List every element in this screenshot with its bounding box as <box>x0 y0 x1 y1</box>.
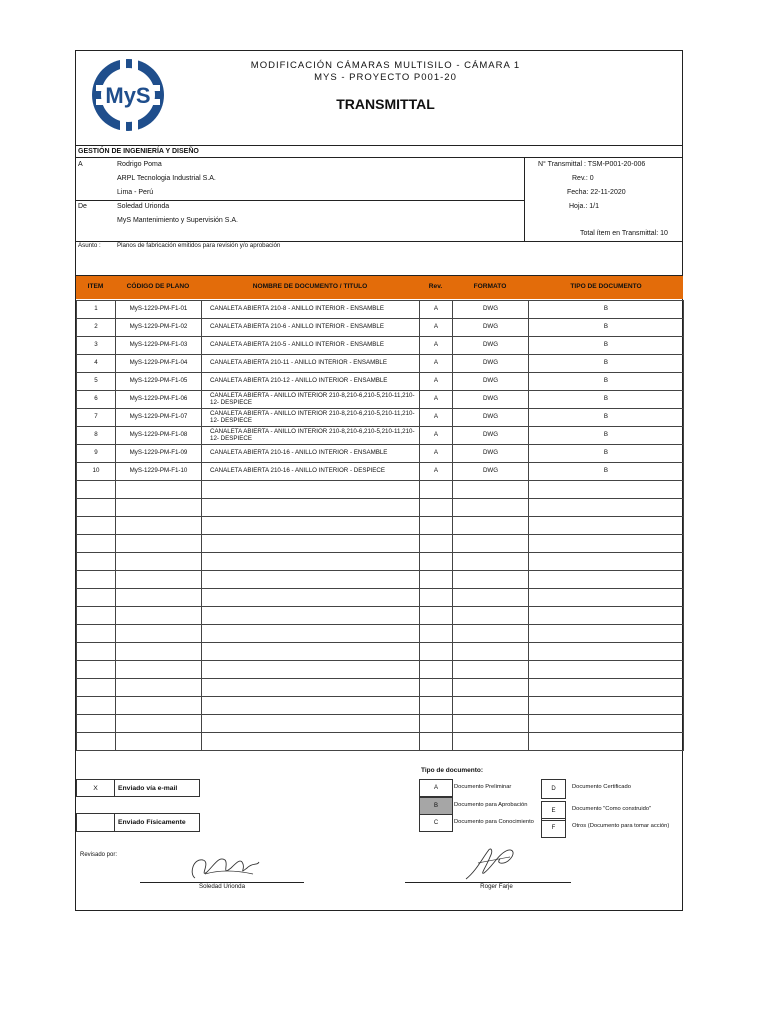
cell-code: MyS-1229-PM-F1-08 <box>116 427 202 445</box>
cell-code <box>116 589 202 607</box>
table-row <box>77 301 684 319</box>
table-row <box>77 355 684 373</box>
doc-type-code-b: B <box>419 797 453 815</box>
cell-name <box>202 733 420 751</box>
cell-type: B <box>529 355 684 373</box>
cell-type: B <box>529 373 684 391</box>
cell-rev <box>420 499 453 517</box>
cell-item <box>77 553 116 571</box>
cell-code <box>116 679 202 697</box>
cell-rev <box>420 607 453 625</box>
cell-name <box>202 535 420 553</box>
cell-format <box>453 661 529 679</box>
col-rev: Rev. <box>428 283 443 291</box>
cell-format: DWG <box>453 301 529 319</box>
cell-format <box>453 589 529 607</box>
from-name: Soledad Urionda <box>117 203 170 210</box>
cell-item: 6 <box>77 391 116 409</box>
cell-name <box>202 571 420 589</box>
cell-code <box>116 643 202 661</box>
cell-name <box>202 661 420 679</box>
signer2-name: Roger Farje <box>480 883 513 890</box>
cell-code <box>116 697 202 715</box>
table-row <box>77 337 684 355</box>
table-row <box>77 445 684 463</box>
cell-item <box>77 715 116 733</box>
cell-format: DWG <box>453 373 529 391</box>
cell-name <box>202 553 420 571</box>
email-mark: X <box>93 784 98 792</box>
cell-name <box>202 607 420 625</box>
doc-type-code-d: D <box>541 779 566 799</box>
doc-type-label-e: Documento "Como construido" <box>572 806 652 812</box>
table-row <box>77 553 684 571</box>
cell-name: CANALETA ABIERTA - ANILLO INTERIOR 210-8,210-6,210-5,210-11,210-12- DESPIECE <box>202 391 420 409</box>
table-row <box>77 535 684 553</box>
table-row <box>77 427 684 445</box>
cell-rev: A <box>420 301 453 319</box>
signature-farje <box>462 845 522 883</box>
cell-code <box>116 607 202 625</box>
col-name: NOMBRE DE DOCUMENTO / TITULO <box>252 283 368 291</box>
cell-format <box>453 535 529 553</box>
cell-code: MyS-1229-PM-F1-05 <box>116 373 202 391</box>
doc-type-code-f: F <box>541 818 566 838</box>
cell-type: B <box>529 337 684 355</box>
cell-code: MyS-1229-PM-F1-09 <box>116 445 202 463</box>
physical-check[interactable] <box>76 813 115 832</box>
doc-type-code-a: A <box>419 779 453 797</box>
document-title: TRANSMITTAL <box>336 96 435 112</box>
cell-item <box>77 535 116 553</box>
table-row <box>77 607 684 625</box>
table-row <box>77 319 684 337</box>
section-title: GESTIÓN DE INGENIERÍA Y DISEÑO <box>78 148 199 155</box>
revision: Rev.: 0 <box>572 175 594 182</box>
doc-type-label-f: Otros (Documento para tomar acción) <box>572 823 670 829</box>
doc-type-code-e: E <box>541 801 566 821</box>
cell-format <box>453 499 529 517</box>
cell-format: DWG <box>453 355 529 373</box>
cell-format <box>453 679 529 697</box>
document-table <box>76 300 684 751</box>
cell-code <box>116 499 202 517</box>
sheet-number: Hoja.: 1/1 <box>569 203 599 210</box>
cell-type <box>529 589 684 607</box>
cell-format: DWG <box>453 391 529 409</box>
cell-type <box>529 571 684 589</box>
cell-rev <box>420 625 453 643</box>
table-row <box>77 373 684 391</box>
cell-item <box>77 733 116 751</box>
cell-name <box>202 589 420 607</box>
cell-code <box>116 733 202 751</box>
cell-rev: A <box>420 319 453 337</box>
table-row <box>77 643 684 661</box>
cell-name: CANALETA ABIERTA 210-16 - ANILLO INTERIOR - DESPIECE <box>202 463 420 481</box>
cell-rev <box>420 679 453 697</box>
cell-name <box>202 715 420 733</box>
cell-format: DWG <box>453 427 529 445</box>
cell-type: B <box>529 301 684 319</box>
from-company: MyS Mantenimiento y Supervisión S.A. <box>117 217 238 224</box>
cell-name <box>202 481 420 499</box>
cell-name: CANALETA ABIERTA 210-11 - ANILLO INTERIOR - ENSAMBLE <box>202 355 420 373</box>
cell-type <box>529 661 684 679</box>
cell-item <box>77 661 116 679</box>
cell-format <box>453 733 529 751</box>
cell-format: DWG <box>453 463 529 481</box>
cell-item: 3 <box>77 337 116 355</box>
cell-code: MyS-1229-PM-F1-04 <box>116 355 202 373</box>
doc-type-label-a: Documento Preliminar <box>454 784 512 790</box>
cell-format <box>453 571 529 589</box>
cell-code <box>116 517 202 535</box>
doc-types-title: Tipo de documento: <box>421 767 483 774</box>
cell-type <box>529 481 684 499</box>
cell-type <box>529 607 684 625</box>
cell-rev <box>420 481 453 499</box>
cell-type <box>529 733 684 751</box>
date: Fecha: 22-11-2020 <box>567 189 626 196</box>
cell-name <box>202 499 420 517</box>
cell-code <box>116 553 202 571</box>
cell-code <box>116 625 202 643</box>
table-row <box>77 679 684 697</box>
cell-code: MyS-1229-PM-F1-10 <box>116 463 202 481</box>
to-label: A <box>78 161 83 168</box>
subject-text: Planos de fabricación emitidos para revisión y/o aprobación <box>117 242 281 249</box>
table-row <box>77 391 684 409</box>
col-item: ITEM <box>87 283 104 291</box>
cell-code <box>116 535 202 553</box>
cell-code <box>116 715 202 733</box>
cell-name <box>202 517 420 535</box>
cell-type: B <box>529 319 684 337</box>
cell-rev: A <box>420 373 453 391</box>
signature-urionda <box>185 850 265 882</box>
cell-format <box>453 715 529 733</box>
project-code: MYS - PROYECTO P001-20 <box>314 72 457 83</box>
cell-item: 4 <box>77 355 116 373</box>
doc-type-label-c: Documento para Conocimiento <box>454 819 534 825</box>
cell-type <box>529 697 684 715</box>
cell-item <box>77 499 116 517</box>
cell-item: 10 <box>77 463 116 481</box>
cell-format: DWG <box>453 445 529 463</box>
cell-code: MyS-1229-PM-F1-07 <box>116 409 202 427</box>
cell-type: B <box>529 427 684 445</box>
cell-rev <box>420 715 453 733</box>
cell-name: CANALETA ABIERTA 210-16 - ANILLO INTERIOR - ENSAMBLE <box>202 445 420 463</box>
cell-code: MyS-1229-PM-F1-02 <box>116 319 202 337</box>
cell-name: CANALETA ABIERTA 210-6 - ANILLO INTERIOR - ENSAMBLE <box>202 319 420 337</box>
cell-type <box>529 535 684 553</box>
doc-type-code-c: C <box>419 814 453 832</box>
table-row <box>77 571 684 589</box>
cell-format <box>453 625 529 643</box>
cell-rev <box>420 517 453 535</box>
cell-code: MyS-1229-PM-F1-06 <box>116 391 202 409</box>
table-row <box>77 661 684 679</box>
cell-format <box>453 607 529 625</box>
logo-text: MyS <box>105 83 151 108</box>
cell-rev <box>420 589 453 607</box>
table-row <box>77 481 684 499</box>
cell-name <box>202 643 420 661</box>
cell-item <box>77 643 116 661</box>
cell-name <box>202 625 420 643</box>
to-name: Rodrigo Poma <box>117 161 162 168</box>
cell-item <box>77 589 116 607</box>
cell-type <box>529 625 684 643</box>
cell-format <box>453 553 529 571</box>
cell-type <box>529 679 684 697</box>
cell-type: B <box>529 391 684 409</box>
table-row <box>77 517 684 535</box>
cell-rev: A <box>420 445 453 463</box>
cell-item: 8 <box>77 427 116 445</box>
to-city: Lima - Perú <box>117 189 154 196</box>
cell-name <box>202 679 420 697</box>
cell-item <box>77 571 116 589</box>
cell-format <box>453 517 529 535</box>
table-row <box>77 715 684 733</box>
transmittal-number: N° Transmittal : TSM-P001-20-006 <box>538 161 646 168</box>
cell-format <box>453 481 529 499</box>
table-row <box>77 589 684 607</box>
doc-type-label-b: Documento para Aprobación <box>454 802 528 808</box>
cell-rev: A <box>420 409 453 427</box>
col-format: FORMATO <box>473 283 507 291</box>
table-row <box>77 733 684 751</box>
cell-item <box>77 679 116 697</box>
project-title: MODIFICACIÓN CÁMARAS MULTISILO - CÁMARA 1 <box>250 60 521 71</box>
from-label: De <box>78 203 87 210</box>
cell-code: MyS-1229-PM-F1-01 <box>116 301 202 319</box>
cell-code: MyS-1229-PM-F1-03 <box>116 337 202 355</box>
cell-rev <box>420 571 453 589</box>
table-row <box>77 463 684 481</box>
cell-type <box>529 517 684 535</box>
table-row <box>77 499 684 517</box>
cell-name: CANALETA ABIERTA - ANILLO INTERIOR 210-8,210-6,210-5,210-11,210-12- DESPIECE <box>202 409 420 427</box>
cell-type <box>529 643 684 661</box>
cell-rev <box>420 553 453 571</box>
table-row <box>77 409 684 427</box>
cell-item: 7 <box>77 409 116 427</box>
signer1-name: Soledad Urionda <box>198 883 246 890</box>
cell-rev: A <box>420 355 453 373</box>
review-label: Revisado por: <box>80 852 118 858</box>
doc-type-label-d: Documento Certificado <box>572 784 631 790</box>
cell-rev: A <box>420 337 453 355</box>
cell-rev <box>420 733 453 751</box>
cell-item <box>77 481 116 499</box>
cell-item: 9 <box>77 445 116 463</box>
col-code: CÓDIGO DE PLANO <box>126 283 190 291</box>
cell-item <box>77 625 116 643</box>
cell-rev: A <box>420 463 453 481</box>
cell-format: DWG <box>453 409 529 427</box>
email-check[interactable] <box>76 779 115 797</box>
cell-format <box>453 697 529 715</box>
mys-logo <box>90 55 168 135</box>
cell-item <box>77 607 116 625</box>
cell-type: B <box>529 445 684 463</box>
table-row <box>77 625 684 643</box>
cell-name: CANALETA ABIERTA - ANILLO INTERIOR 210-8,210-6,210-5,210-11,210-12- DESPIECE <box>202 427 420 445</box>
cell-rev <box>420 697 453 715</box>
total-items: Total ítem en Transmittal: 10 <box>580 230 668 237</box>
cell-type <box>529 499 684 517</box>
cell-rev: A <box>420 391 453 409</box>
cell-type: B <box>529 409 684 427</box>
cell-name: CANALETA ABIERTA 210-5 - ANILLO INTERIOR - ENSAMBLE <box>202 337 420 355</box>
cell-type <box>529 715 684 733</box>
cell-code <box>116 571 202 589</box>
cell-type <box>529 553 684 571</box>
cell-name: CANALETA ABIERTA 210-12 - ANILLO INTERIOR - ENSAMBLE <box>202 373 420 391</box>
cell-format: DWG <box>453 337 529 355</box>
cell-item: 1 <box>77 301 116 319</box>
cell-rev <box>420 643 453 661</box>
cell-item: 2 <box>77 319 116 337</box>
cell-rev <box>420 535 453 553</box>
cell-type: B <box>529 463 684 481</box>
subject-label: Asunto : <box>78 242 101 249</box>
cell-code <box>116 481 202 499</box>
cell-item <box>77 517 116 535</box>
cell-rev: A <box>420 427 453 445</box>
physical-label: Enviado Físicamente <box>114 813 200 832</box>
cell-rev <box>420 661 453 679</box>
cell-format <box>453 643 529 661</box>
col-type: TIPO DE DOCUMENTO <box>570 283 642 291</box>
cell-item: 5 <box>77 373 116 391</box>
email-label: Enviado vía e-mail <box>114 779 200 797</box>
to-company: ARPL Tecnologia Industrial S.A. <box>117 175 216 182</box>
cell-name <box>202 697 420 715</box>
cell-code <box>116 661 202 679</box>
cell-item <box>77 697 116 715</box>
table-row <box>77 697 684 715</box>
cell-name: CANALETA ABIERTA 210-8 - ANILLO INTERIOR - ENSAMBLE <box>202 301 420 319</box>
cell-format: DWG <box>453 319 529 337</box>
